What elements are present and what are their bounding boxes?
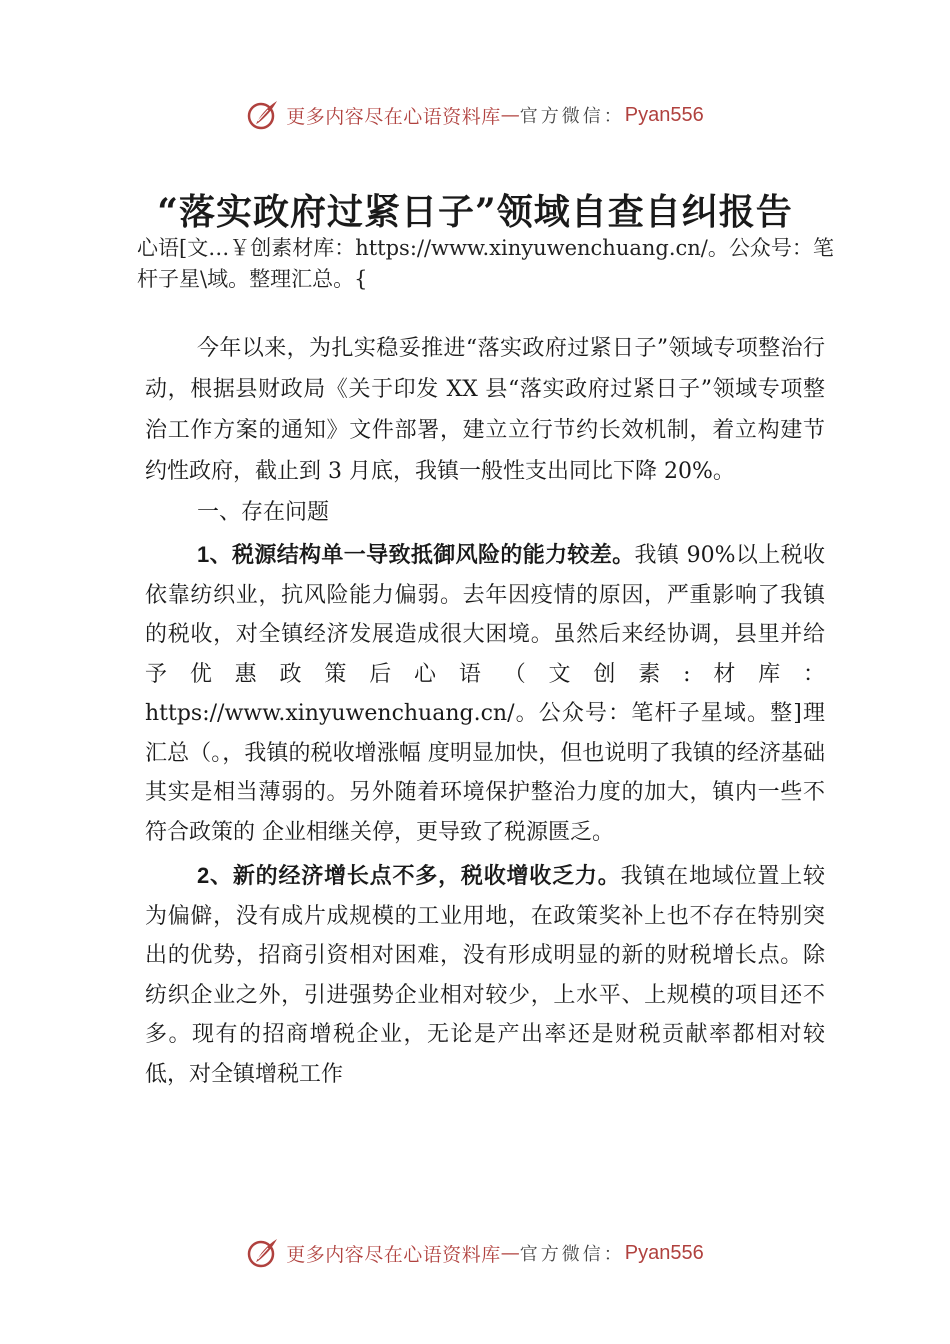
- banner-wechat-id: Pyan556: [624, 1241, 704, 1264]
- item-2-paragraph: [145, 856, 825, 1094]
- document-title: “落实政府过紧日子”领域自查自纠报告: [157, 191, 793, 233]
- quill-circle-logo-icon: [246, 1236, 280, 1270]
- item-1-text: 我镇 90%以上税收依靠纺织业，抗风险能力偏弱。去年因疫情的原因，严重影响了我镇的税收，对全镇经济发展造成很大困境。虽然后来经协调，县里并给予优惠政策后心语（文创素:材库：https://www.xinyuwenchuang.cn/。公众号：笔杆子星域。整]理汇总（。，我镇的税收增涨幅 度明显加快，但也说明了我镇的经济基础其实是相当薄弱的。另外随着环境保护整治力度的加大，镇内一些不符合政策的 企业相继关停，更导致了税源匮乏。: [145, 543, 825, 845]
- banner-brand-text: 更多内容尽在心语资料库: [286, 105, 501, 128]
- quill-circle-logo-icon: [246, 98, 280, 132]
- banner-wechat-id: Pyan556: [624, 103, 704, 126]
- banner-separator: —: [500, 104, 520, 126]
- header-banner: [0, 95, 950, 135]
- footer-banner: [0, 1233, 950, 1273]
- banner-wechat-label: 官方微信：: [519, 106, 625, 127]
- document-body: [145, 328, 825, 1094]
- intro-paragraph: 今年以来，为扎实稳妥推进“落实政府过紧日子”领域专项整治行动，根据县财政局《关于印发 XX 县“落实政府过紧日子”领域专项整治工作方案的通知》文件部署，建立立行节约长效机制，着立构建节约性政府，截止到 3 月底，我镇一般性支出同比下降 20%。: [145, 336, 825, 484]
- item-2-lead: 2、新的经济增长点不多，税收增收乏力。: [197, 863, 621, 888]
- banner-wechat-label: 官方微信：: [519, 1244, 625, 1265]
- banner-separator: —: [500, 1242, 520, 1264]
- item-2-text: 我镇在地域位置上较为偏僻，没有成片成规模的工业用地，在政策奖补上也不存在特别突出的优势，招商引资相对困难，没有形成明显的新的财税增长点。除纺织企业之外，引进强势企业相对较少，上水平、上规模的项目还不多。现有的招商增税企业，无论是产出率还是财税贡献率都相对较低，对全镇增税工作: [145, 864, 825, 1087]
- item-1-lead: 1、税源结构单一导致抵御风险的能力较差。: [197, 542, 635, 567]
- source-line: 心语[文…￥创素材库：https://www.xinyuwenchuang.cn/。公众号：笔杆子星\域。整理汇总。{: [137, 236, 834, 291]
- item-1-paragraph: [145, 535, 825, 852]
- banner-brand-text: 更多内容尽在心语资料库: [286, 1243, 501, 1266]
- section-heading: 一、存在问题: [197, 500, 330, 525]
